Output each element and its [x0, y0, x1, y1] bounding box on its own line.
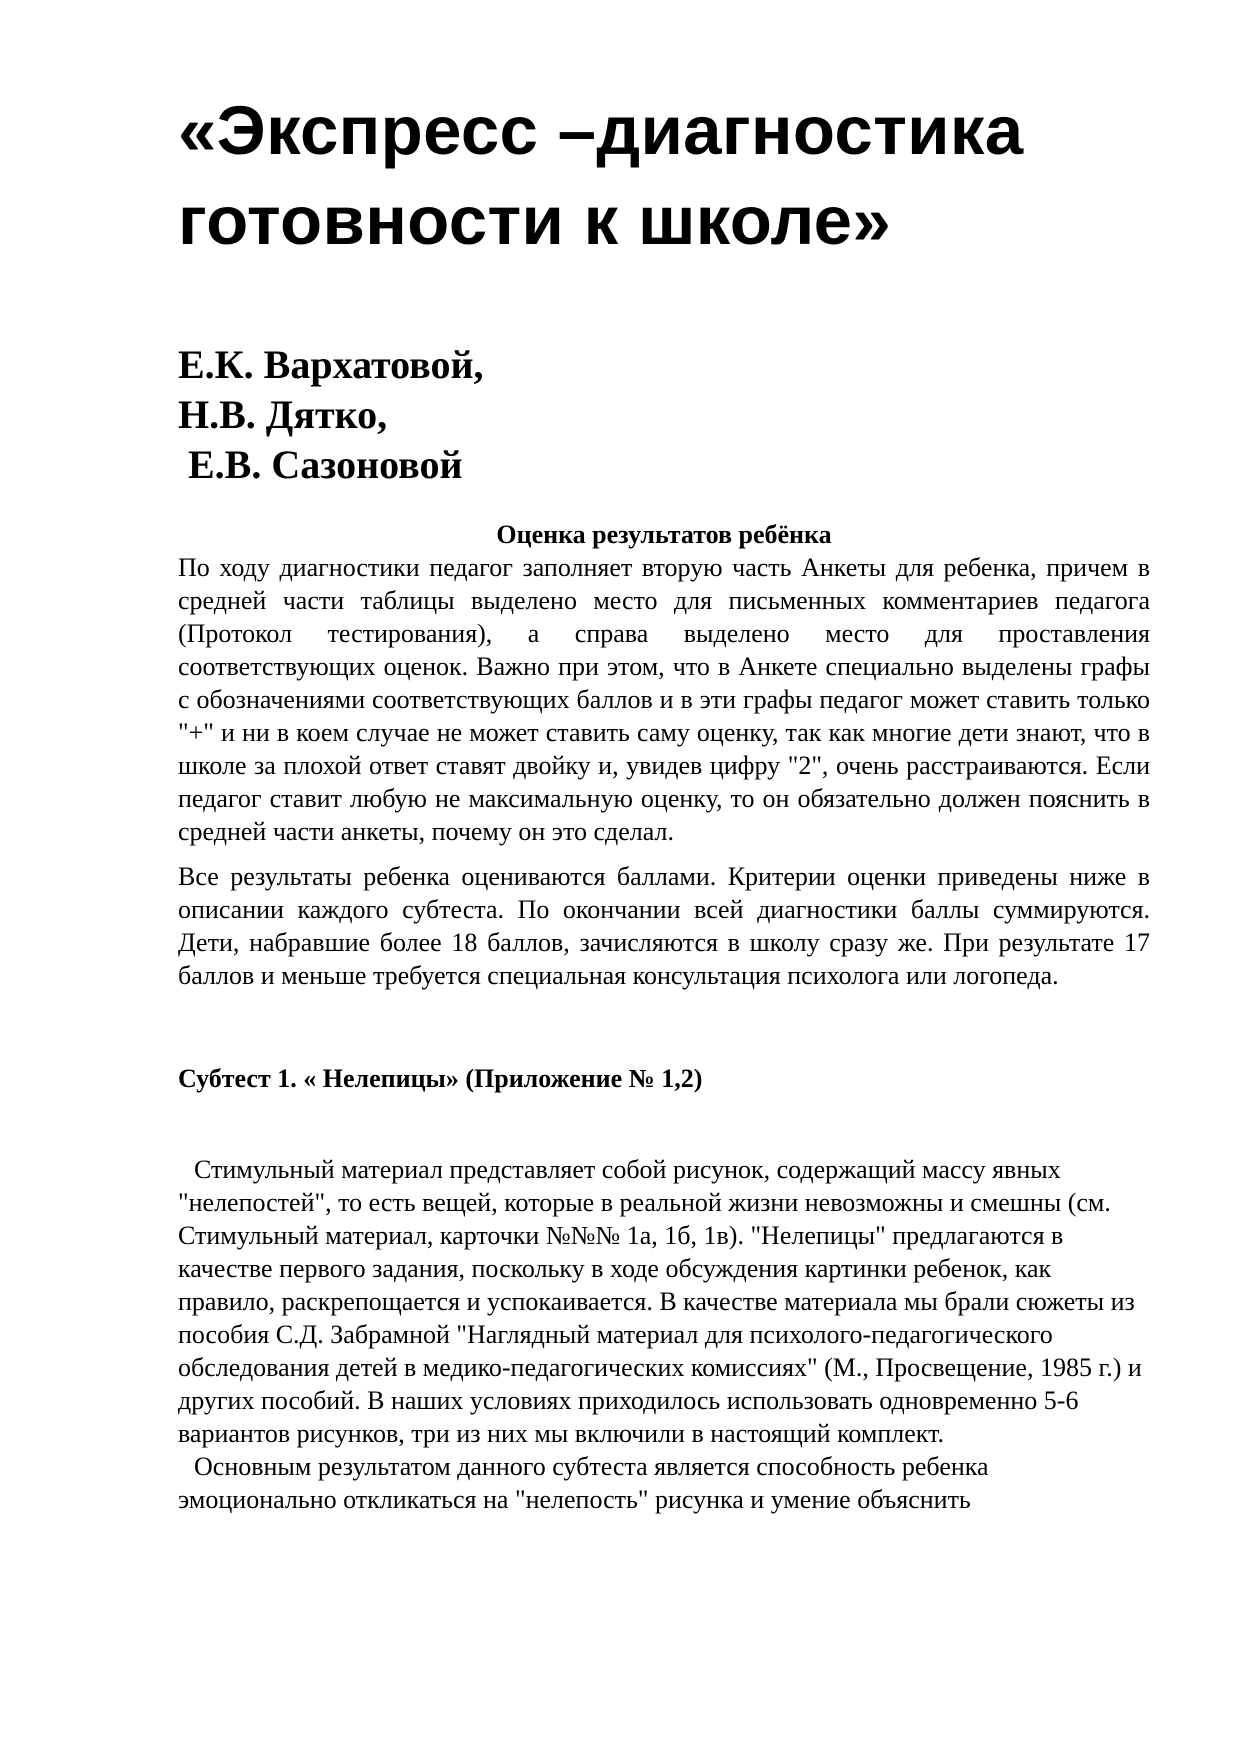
author-name: Е.В. Сазоновой: [178, 442, 463, 487]
body-paragraph: Стимульный материал представляет собой рисунок, содержащий массу явных "нелепостей", то есть вещей, которые в реальной жизни невозможны и смешны (см. Стимульный материал, карточки №№№ 1а, 1б, 1в). "Нелепицы" предлагаются в качестве первого задания, поскольку в ходе обсуждения картинки ребенок, как правило, раскрепощается и успокаивается. В качестве материала мы брали сюжеты из пособия С.Д. Забрамной "Наглядный материал для психолого-педагогического обследования детей в медико-педагогических комиссиях" (М., Просвещение, 1985 г.) и других пособий. В наших условиях приходилось использовать одновременно 5-6 вариантов рисунков, три из них мы включили в настоящий комплект.: [178, 1155, 1142, 1448]
subtest-heading: Субтест 1. « Нелепицы» (Приложение № 1,2): [178, 1064, 703, 1093]
author-name: Е.К. Вархатовой,: [178, 342, 484, 387]
document-title: [178, 86, 1150, 266]
section-heading: Оценка результатов ребёнка: [496, 520, 832, 549]
author-name: Н.В. Дятко,: [178, 392, 388, 437]
authors-block: [178, 340, 1150, 490]
title-line: «Экспресс –диагностика: [178, 92, 1024, 169]
body-paragraph: Все результаты ребенка оцениваются баллами. Критерии оценки приведены ниже в описании каждого субтеста. По окончании всей диагностики баллы суммируются. Дети, набравшие более 18 баллов, зачисляются в школу сразу же. При результате 17 баллов и меньше требуется специальная консультация психолога или логопеда.: [178, 862, 1150, 990]
body-paragraph: Основным результатом данного субтеста является способность ребенка эмоционально откликаться на "нелепость" рисунка и умение объяснить: [178, 1452, 989, 1514]
body-paragraph: По ходу диагностики педагог заполняет вторую часть Анкеты для ребенка, причем в средней части таблицы выделено место для письменных комментариев педагога (Протокол тестирования), а справа выделено место для проставления соответствующих оценок. Важно при этом, что в Анкете специально выделены графы с обозначениями соответствующих баллов и в эти графы педагог может ставить только "+" и ни в коем случае не может ставить саму оценку, так как многие дети знают, что в школе за плохой ответ ставят двойку и, увидев цифру "2", очень расстраиваются. Если педагог ставит любую не максимальную оценку, то он обязательно должен пояснить в средней части анкеты, почему он это сделал.: [178, 553, 1150, 846]
title-line: готовности к школе»: [178, 182, 892, 259]
